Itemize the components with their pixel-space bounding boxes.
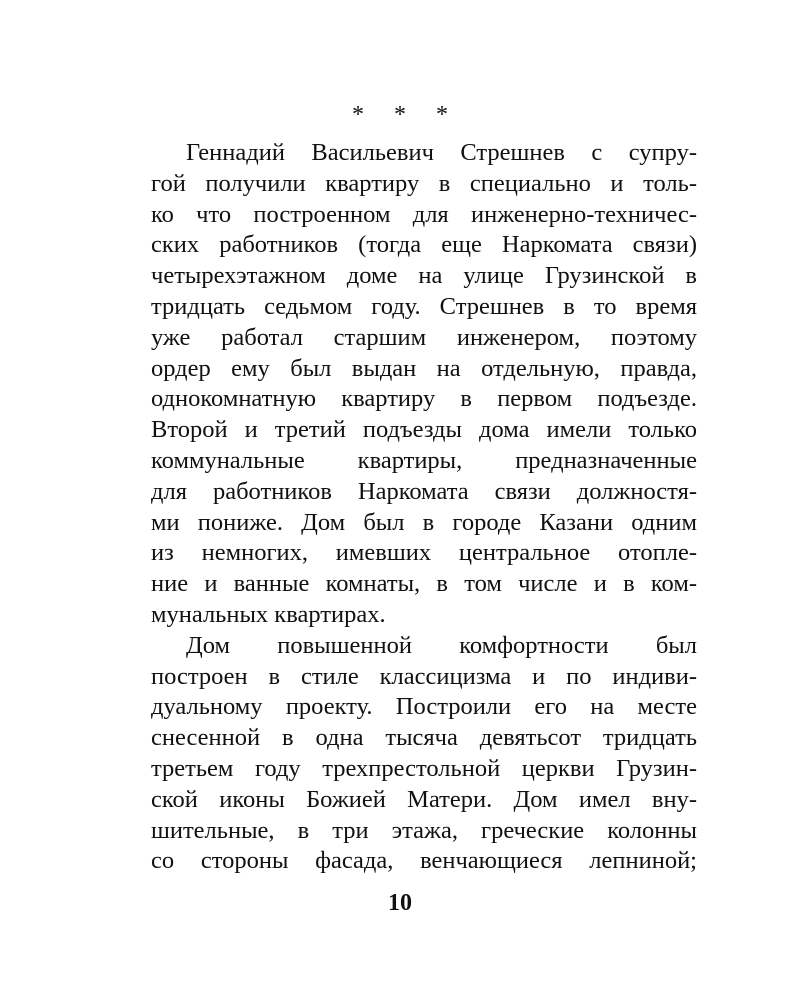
text-line: шительные, в три этажа, греческие колонны bbox=[151, 816, 697, 844]
text-line: со стороны фасада, венчающиеся лепниной; bbox=[151, 847, 697, 875]
text-line: тридцать седьмом году. Стрешнев в то время bbox=[151, 292, 697, 320]
text-line: четырехэтажном доме на улице Грузинской в bbox=[151, 262, 697, 290]
text-line: Второй и третий подъезды дома имели только bbox=[151, 416, 697, 444]
body-text bbox=[151, 138, 697, 877]
page-number: 10 bbox=[388, 890, 412, 916]
section-separator: * * * bbox=[352, 102, 460, 128]
text-line: уже работал старшим инженером, поэтому bbox=[151, 323, 697, 351]
text-line: ко что построенном для инженерно-техничес- bbox=[151, 200, 697, 228]
text-line: снесенной в одна тысяча девятьсот тридцать bbox=[151, 724, 697, 752]
text-line: построен в стиле классицизма и по индиви- bbox=[151, 662, 697, 690]
text-line: Дом повышенной комфортности был bbox=[186, 631, 697, 659]
text-line: ордер ему был выдан на отдельную, правда, bbox=[151, 354, 697, 382]
text-line: ских работников (тогда еще Наркомата связи) bbox=[151, 231, 697, 259]
text-line: Геннадий Васильевич Стрешнев с супру- bbox=[186, 139, 697, 166]
text-line: коммунальные квартиры, предназначенные bbox=[151, 446, 697, 474]
text-line: ми пониже. Дом был в городе Казани одним bbox=[151, 508, 697, 536]
text-line: гой получили квартиру в специально и толь- bbox=[151, 169, 697, 197]
text-line: ние и ванные комнаты, в том числе и в ком- bbox=[151, 570, 697, 598]
text-line: дуальному проекту. Построили его на месте bbox=[151, 693, 697, 721]
text-line: мунальных квартирах. bbox=[151, 600, 386, 628]
text-line: из немногих, имевших центральное отопле- bbox=[151, 539, 697, 567]
text-line: для работников Наркомата связи должностя- bbox=[151, 477, 697, 505]
text-line: ской иконы Божией Матери. Дом имел вну- bbox=[151, 785, 697, 813]
text-line: третьем году трехпрестольной церкви Грузин- bbox=[151, 754, 697, 782]
text-line: однокомнатную квартиру в первом подъезде. bbox=[151, 385, 697, 413]
